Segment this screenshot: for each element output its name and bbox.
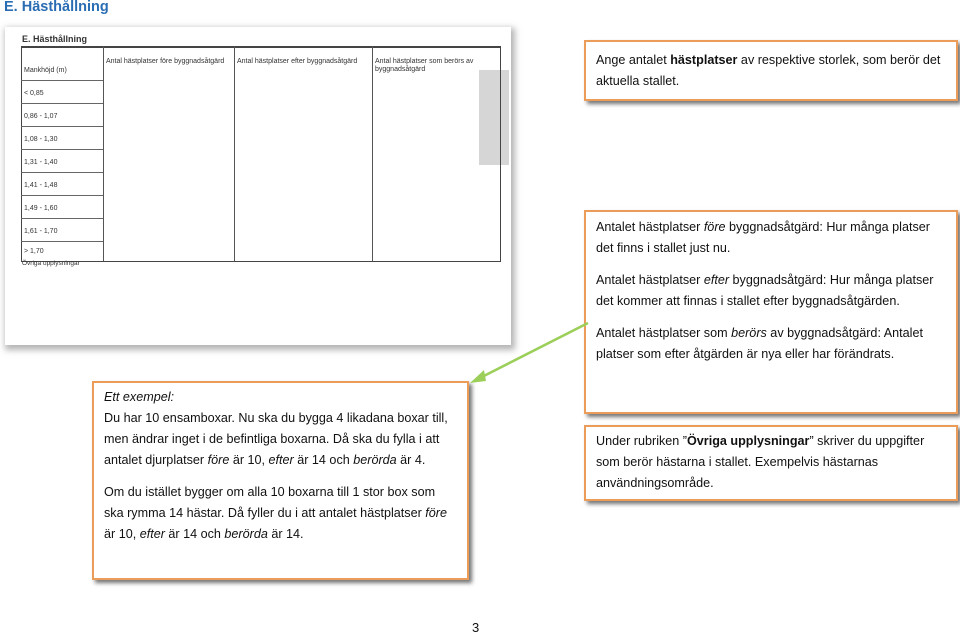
column-header-height: Mankhöjd (m): [24, 67, 67, 74]
info-before: Antalet hästplatser före byggnadsåtgärd: Hur många platser det finns i stallet just nu.: [596, 220, 930, 255]
info-box-other: [584, 425, 958, 501]
row-label: 1,08 - 1,30: [24, 136, 58, 143]
form-title: E. Hästhållning: [22, 34, 88, 44]
row-label: > 1,70: [24, 248, 44, 255]
example-text-2: Om du istället bygger om alla 10 boxarna till 1 stor box som ska rymma 14 hästar. Då fyller du i att antalet hästplatser före är 10, efter är 14 och berörda är 14.: [104, 485, 447, 541]
example-box: [92, 381, 469, 580]
page-number: 3: [472, 620, 480, 635]
row-label: 1,49 - 1,60: [24, 205, 58, 212]
example-heading: Ett exempel:: [104, 390, 174, 404]
column-header-after: Antal hästplatser efter byggnadsåtgärd: [237, 58, 358, 65]
info-other: Under rubriken ”Övriga upplysningar” skriver du uppgifter som berör hästarna i stallet. Exempelvis hästarnas användningsområde.: [596, 434, 925, 490]
scanned-form-image: [5, 27, 511, 345]
info-after: Antalet hästplatser efter byggnadsåtgärd: Hur många platser det kommer att finnas i stallet efter byggnadsåtgärden.: [596, 273, 934, 308]
row-label: 0,86 - 1,07: [24, 113, 58, 120]
form-note-label: Övriga upplysningar: [22, 260, 80, 267]
row-label: 1,61 - 1,70: [24, 228, 58, 235]
row-label: < 0,85: [24, 90, 44, 97]
example-text-1: Du har 10 ensamboxar. Nu ska du bygga 4 likadana boxar till, men ändrar inget i de befintliga boxarna. Då ska du fylla i att antalet djurplatser före är 10, efter är 14 och berörda är 4.: [104, 411, 448, 467]
column-header-before: Antal hästplatser före byggnadsåtgärd: [106, 58, 225, 65]
info-box-columns: [584, 210, 958, 414]
form-table: [21, 46, 501, 262]
info-box-top: [584, 40, 958, 101]
info-affected: Antalet hästplatser som berörs av byggnadsåtgärd: Antalet platser som efter åtgärden är nya eller har förändrats.: [596, 326, 923, 361]
column-header-affected: Antal hästplatser som berörs av byggnadsåtgärd: [375, 58, 474, 73]
section-heading: E. Hästhållning: [4, 0, 109, 15]
info-text: Ange antalet hästplatser av respektive storlek, som berör det aktuella stallet.: [596, 53, 941, 88]
row-label: 1,31 - 1,40: [24, 159, 58, 166]
row-label: 1,41 - 1,48: [24, 182, 58, 189]
